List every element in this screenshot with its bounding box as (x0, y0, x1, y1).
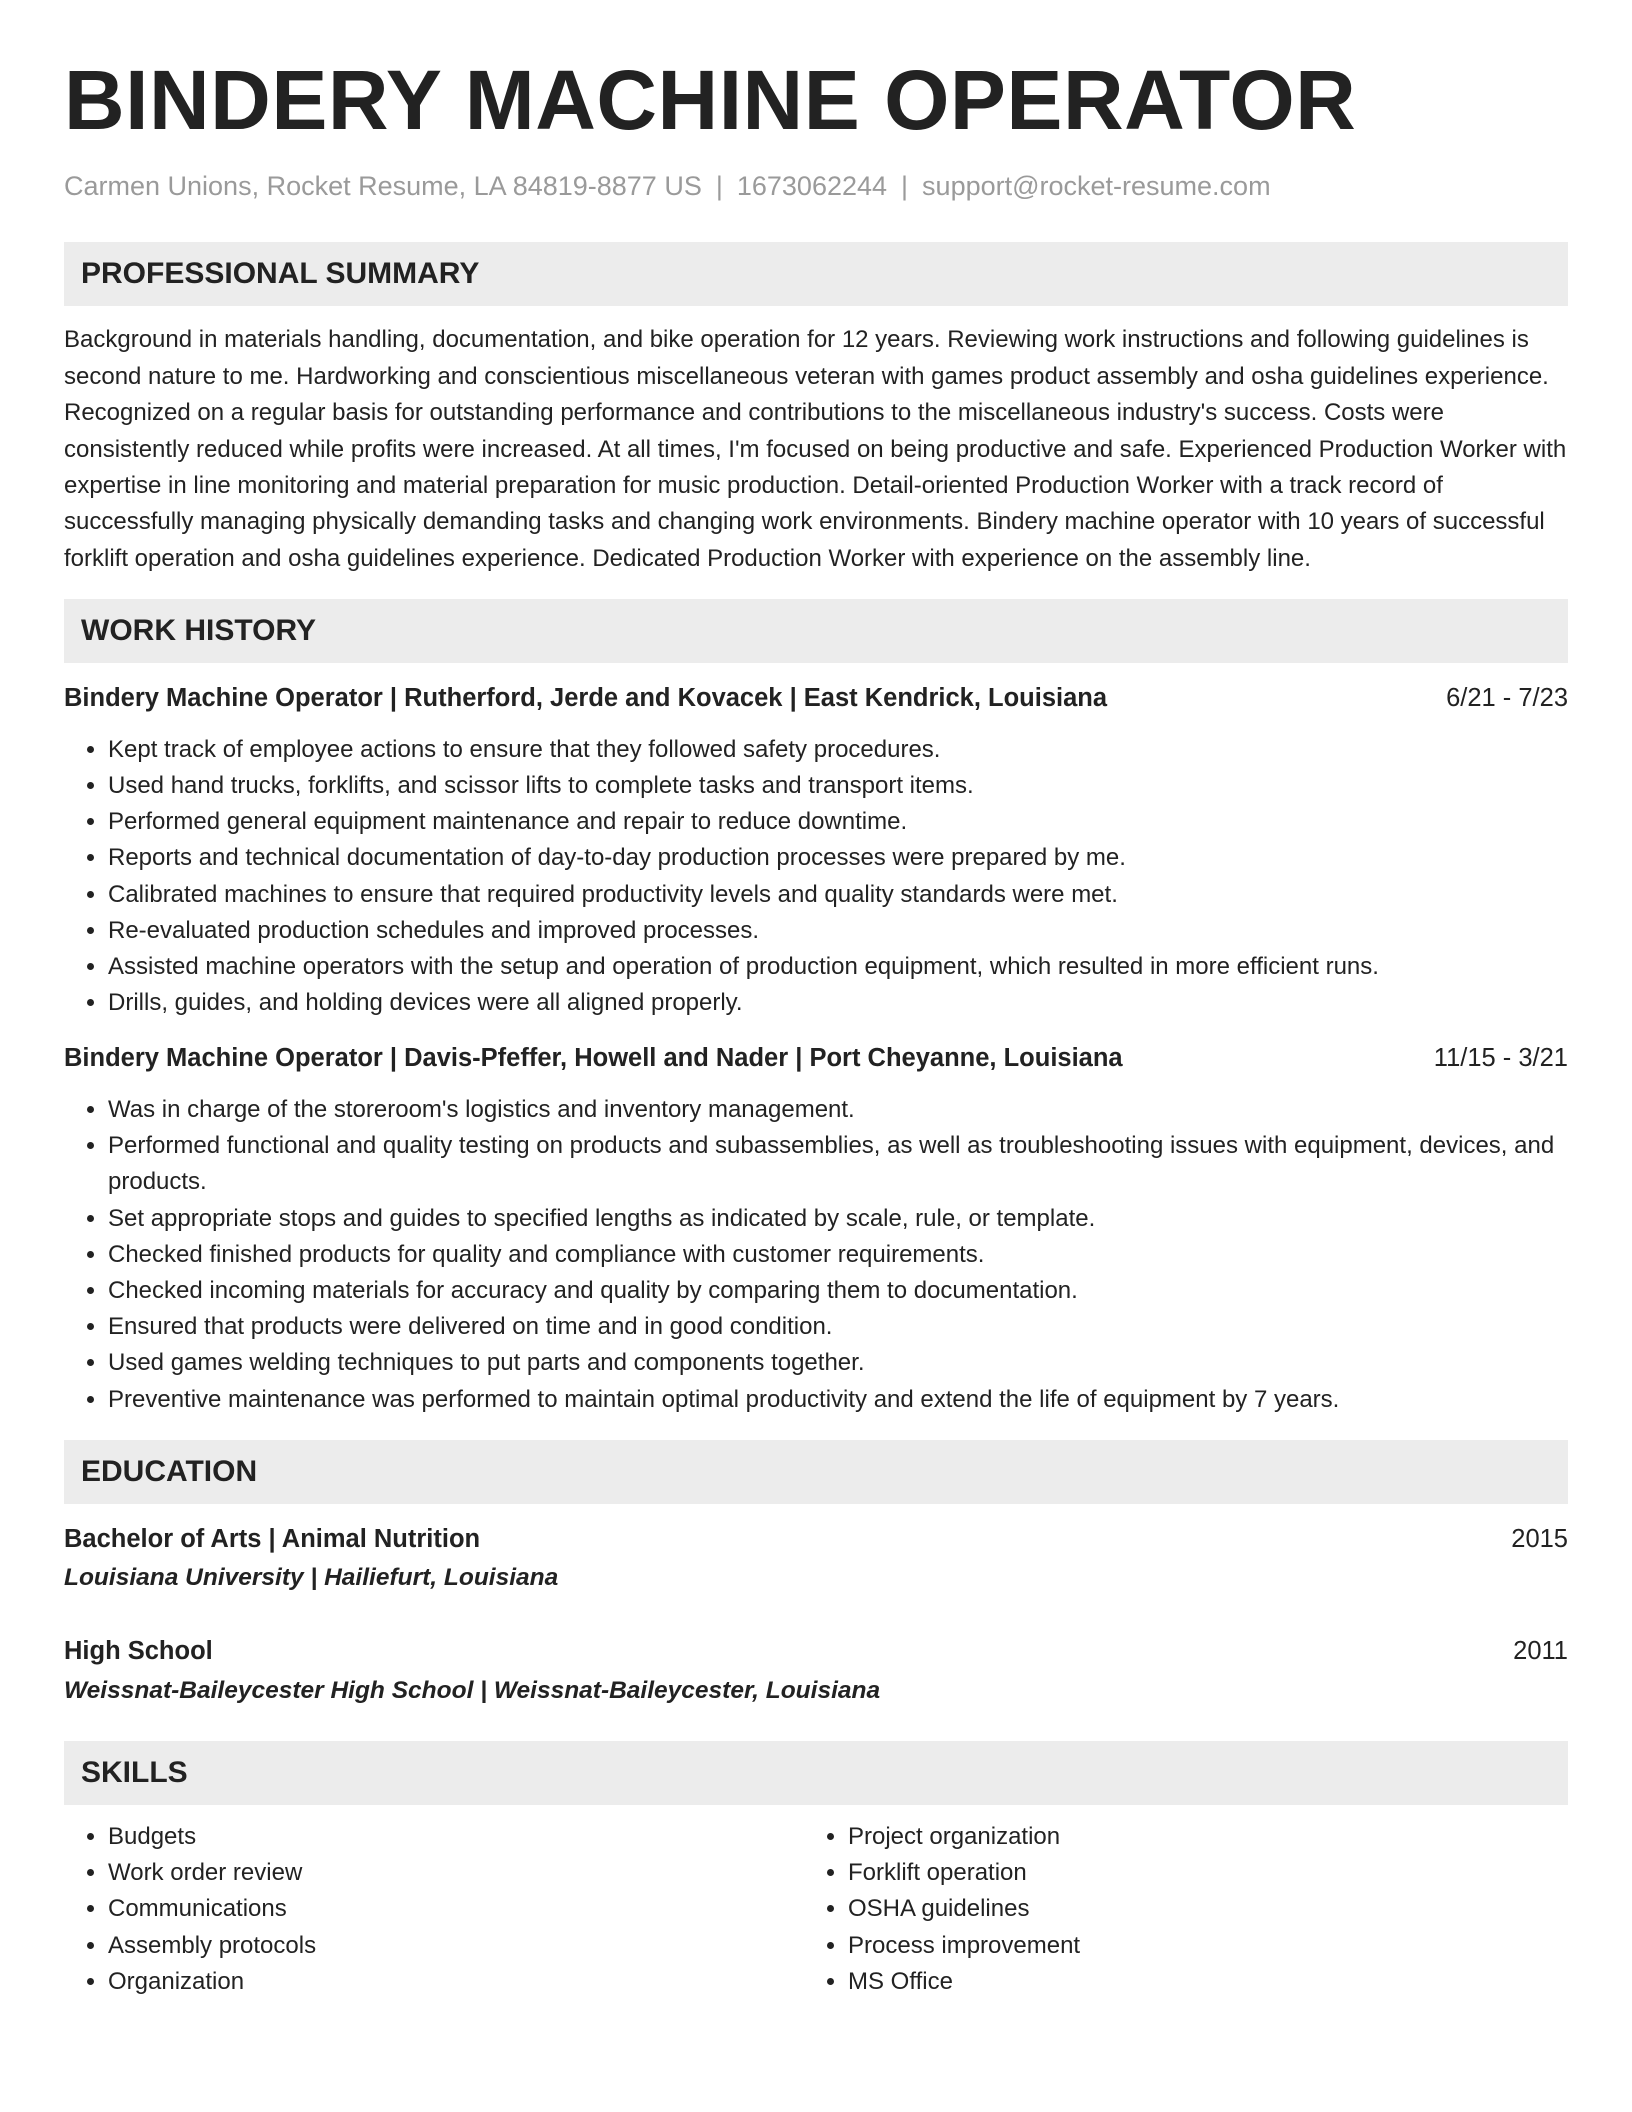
contact-email: support@rocket-resume.com (922, 171, 1271, 201)
contact-phone: 1673062244 (736, 171, 888, 201)
list-item: • Preventive maintenance was performed to maintain optimal productivity and extend the life of equipment by 7 years. (108, 1382, 1568, 1418)
contact-separator: | (901, 171, 909, 201)
list-item: • Kept track of employee actions to ensure that they followed safety procedures. (108, 732, 1568, 768)
skills-section-title: SKILLS (81, 1756, 188, 1790)
education-entry (64, 1524, 1568, 1593)
list-item: • Process improvement (848, 1928, 1568, 1964)
list-item: • MS Office (848, 1964, 1568, 2000)
job-header (64, 683, 1568, 714)
list-item: • Forklift operation (848, 1855, 1568, 1891)
list-item: • Was in charge of the storeroom's logistics and inventory management. (108, 1092, 1568, 1128)
list-item: • Reports and technical documentation of day-to-day production processes were prepared by me. (108, 840, 1568, 876)
list-item: • Set appropriate stops and guides to specified lengths as indicated by scale, rule, or template. (108, 1201, 1568, 1237)
contact-line (64, 170, 1568, 202)
job-bullets (64, 732, 1568, 1022)
contact-address: Carmen Unions, Rocket Resume, LA 84819-8877 US (64, 171, 702, 201)
list-item: • Checked finished products for quality and compliance with customer requirements. (108, 1237, 1568, 1273)
skills-list-left (64, 1819, 804, 2000)
skills-columns (64, 1819, 1568, 2000)
education-section-title: EDUCATION (81, 1454, 258, 1488)
job-dates: 11/15 - 3/21 (1433, 1044, 1568, 1073)
list-item: • Ensured that products were delivered on time and in good condition. (108, 1309, 1568, 1345)
job-dates: 6/21 - 7/23 (1446, 684, 1568, 713)
list-item: • Organization (108, 1964, 804, 2000)
education-section-header (64, 1440, 1568, 1504)
list-item: • Performed general equipment maintenance and repair to reduce downtime. (108, 804, 1568, 840)
list-item: • OSHA guidelines (848, 1891, 1568, 1927)
job-entry (64, 1043, 1568, 1417)
education-entry (64, 1636, 1568, 1705)
work-section-title: WORK HISTORY (81, 614, 317, 648)
list-item: • Budgets (108, 1819, 804, 1855)
education-school: Louisiana University | Hailiefurt, Louisiana (64, 1564, 559, 1592)
list-item: • Used games welding techniques to put parts and components together. (108, 1345, 1568, 1381)
summary-text: Background in materials handling, documentation, and bike operation for 12 years. Reviewing work instructions and following guidelines is second nature to me. Hardworking and conscientious miscellaneous veteran with games product assembly and osha guidelines experience. Recognized on a regular basis for outstanding performance and contributions to the miscellaneous industry's success. Costs were consistently reduced while profits were increased. At all times, I'm focused on being productive and safe. Experienced Production Worker with expertise in line monitoring and material preparation for music production. Detail-oriented Production Worker with a track record of successfully managing physically demanding tasks and changing work environments. Bindery machine operator with 10 years of successful forklift operation and osha guidelines experience. Dedicated Production Worker with experience on the assembly line. (64, 326, 1567, 572)
skills-section-header (64, 1741, 1568, 1805)
education-year: 2015 (1511, 1524, 1568, 1553)
list-item: • Re-evaluated production schedules and improved processes. (108, 913, 1568, 949)
list-item: • Used hand trucks, forklifts, and scissor lifts to complete tasks and transport items. (108, 768, 1568, 804)
list-item: • Performed functional and quality testing on products and subassemblies, as well as troubleshooting issues with equipment, devices, and products. (108, 1128, 1568, 1200)
education-school: Weissnat-Baileycester High School | Weissnat-Baileycester, Louisiana (64, 1677, 881, 1705)
education-degree: Bachelor of Arts | Animal Nutrition (64, 1524, 481, 1553)
job-heading: Bindery Machine Operator | Davis-Pfeffer, Howell and Nader | Port Cheyanne, Louisiana (64, 1044, 1123, 1073)
job-header (64, 1043, 1568, 1074)
list-item: • Drills, guides, and holding devices were all aligned properly. (108, 985, 1568, 1021)
job-heading: Bindery Machine Operator | Rutherford, Jerde and Kovacek | East Kendrick, Louisiana (64, 684, 1108, 713)
education-header (64, 1524, 1568, 1555)
list-item: • Calibrated machines to ensure that required productivity levels and quality standards were met. (108, 877, 1568, 913)
list-item: • Assembly protocols (108, 1928, 804, 1964)
education-degree: High School (64, 1637, 213, 1666)
summary-section-header (64, 242, 1568, 306)
skills-list-right (804, 1819, 1568, 2000)
job-bullets (64, 1092, 1568, 1418)
list-item: • Communications (108, 1891, 804, 1927)
list-item: • Project organization (848, 1819, 1568, 1855)
list-item: • Assisted machine operators with the setup and operation of production equipment, which resulted in more efficient runs. (108, 949, 1568, 985)
work-section-header (64, 599, 1568, 663)
job-entry (64, 683, 1568, 1021)
list-item: • Checked incoming materials for accuracy and quality by comparing them to documentation. (108, 1273, 1568, 1309)
contact-separator: | (715, 171, 723, 201)
summary-section-title: PROFESSIONAL SUMMARY (81, 257, 480, 291)
list-item: • Work order review (108, 1855, 804, 1891)
resume-title: BINDERY MACHINE OPERATOR (64, 53, 1357, 147)
education-header (64, 1636, 1568, 1667)
education-year: 2011 (1513, 1637, 1568, 1666)
